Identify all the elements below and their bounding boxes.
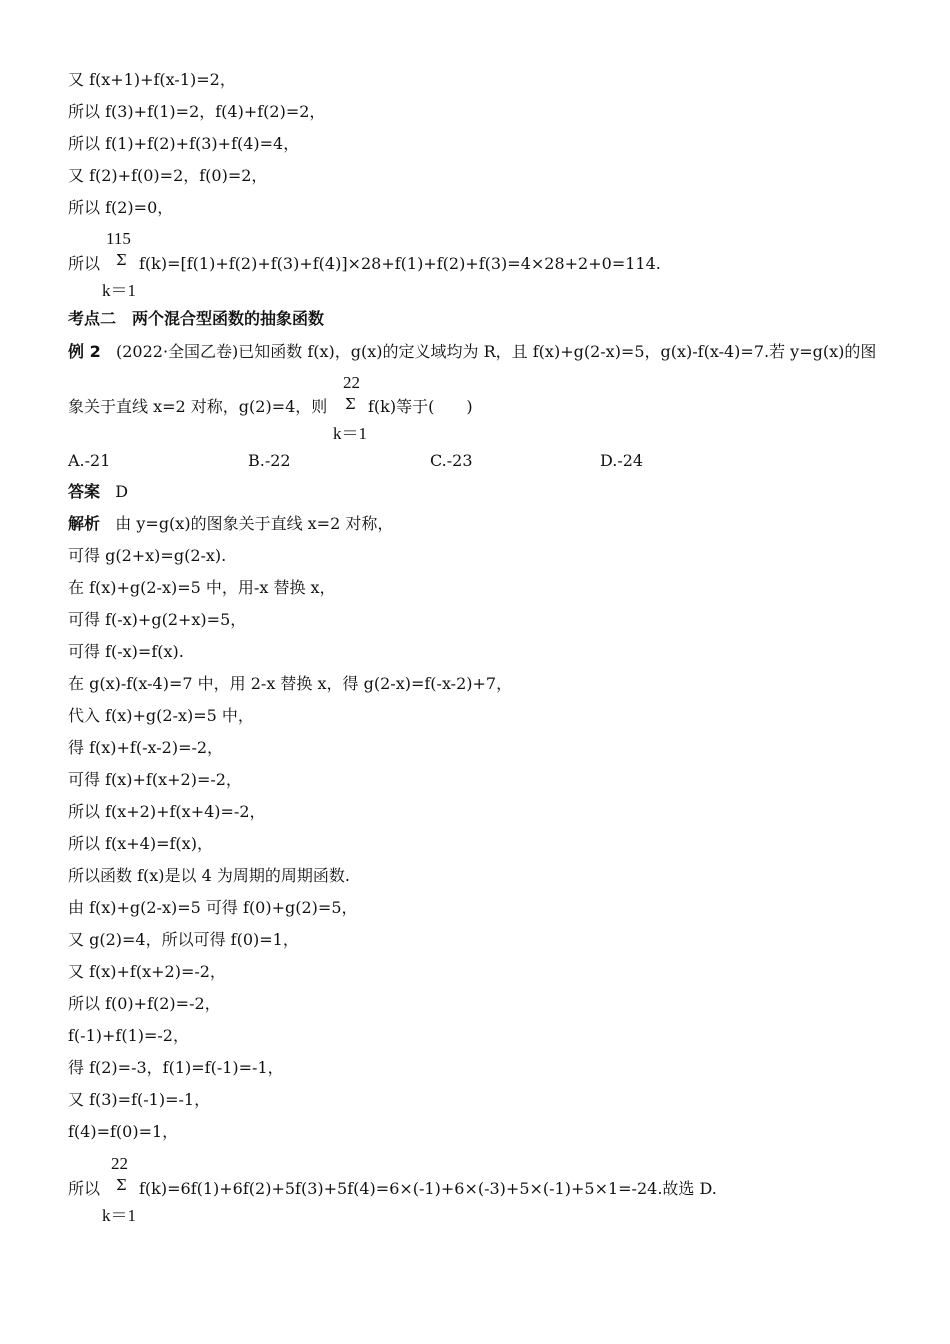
text-line: 又 f(2)+f(0)=2，f(0)=2， bbox=[68, 166, 268, 185]
analysis-line: 代入 f(x)+g(2-x)=5 中， bbox=[68, 706, 254, 725]
text-line: 所以 f(2)=0， bbox=[68, 198, 174, 217]
analysis-line: 所以 f(x+2)+f(x+4)=-2， bbox=[68, 802, 266, 821]
analysis-line bbox=[68, 514, 393, 534]
analysis-line: 所以 f(x+4)=f(x)， bbox=[68, 834, 213, 853]
sum-lower-limit: k＝1 bbox=[102, 1206, 136, 1225]
sigma-symbol: Σ bbox=[345, 395, 356, 413]
sum-lower-limit: k＝1 bbox=[102, 281, 136, 300]
analysis-line: 可得 g(2+x)=g(2-x). bbox=[68, 546, 227, 565]
analysis-line: 可得 f(x)+f(x+2)=-2， bbox=[68, 770, 242, 789]
analysis-line: 得 f(2)=-3，f(1)=f(-1)=-1， bbox=[68, 1058, 284, 1077]
answer-label: 答案 bbox=[68, 482, 101, 501]
option-a: A.-21 bbox=[68, 451, 111, 470]
option-d: D.-24 bbox=[600, 451, 644, 470]
analysis-line: 由 f(x)+g(2-x)=5 可得 f(0)+g(2)=5， bbox=[68, 898, 358, 917]
example-line-2-suffix: f(k)等于( ) bbox=[368, 397, 473, 416]
sum-expression: f(k)=[f(1)+f(2)+f(3)+f(4)]×28+f(1)+f(2)+f(3)=4×28+2+0=114. bbox=[139, 254, 661, 273]
analysis-line: f(4)=f(0)=1， bbox=[68, 1122, 179, 1141]
analysis-line: 可得 f(-x)=f(x). bbox=[68, 642, 184, 661]
sum-lower-limit: k＝1 bbox=[333, 424, 367, 443]
option-b: B.-22 bbox=[248, 451, 291, 470]
example-label: 例 2 bbox=[68, 342, 101, 361]
sigma-symbol: Σ bbox=[116, 1176, 127, 1194]
sum-prefix: 所以 bbox=[68, 1179, 101, 1198]
example-text: (2022·全国乙卷)已知函数 f(x)，g(x)的定义域均为 R，且 f(x)+g(2-x)=5，g(x)-f(x-4)=7.若 y=g(x)的图 bbox=[115, 342, 877, 361]
analysis-label: 解析 bbox=[68, 514, 101, 533]
sum-upper-limit: 115 bbox=[106, 229, 131, 248]
text-line: 所以 f(1)+f(2)+f(3)+f(4)=4， bbox=[68, 134, 300, 153]
analysis-line: 又 f(3)=f(-1)=-1， bbox=[68, 1090, 211, 1109]
section-title: 考点二 两个混合型函数的抽象函数 bbox=[68, 309, 325, 328]
sum-expression: f(k)=6f(1)+6f(2)+5f(3)+5f(4)=6×(-1)+6×(-3)+5×(-1)+5×1=-24.故选 D. bbox=[139, 1179, 717, 1198]
analysis-line: f(-1)+f(1)=-2， bbox=[68, 1026, 189, 1045]
option-c: C.-23 bbox=[430, 451, 473, 470]
answer-line bbox=[68, 482, 128, 502]
analysis-line: 在 f(x)+g(2-x)=5 中，用-x 替换 x， bbox=[68, 578, 336, 597]
analysis-line: 在 g(x)-f(x-4)=7 中，用 2-x 替换 x，得 g(2-x)=f(-x-2)+7， bbox=[68, 674, 513, 693]
sum-upper-limit: 22 bbox=[343, 373, 360, 392]
example-line-2: 象关于直线 x=2 对称，g(2)=4，则 bbox=[68, 397, 328, 416]
analysis-text: 由 y=g(x)的图象关于直线 x=2 对称， bbox=[115, 514, 394, 533]
analysis-line: 所以函数 f(x)是以 4 为周期的周期函数. bbox=[68, 866, 350, 885]
analysis-line: 又 g(2)=4，所以可得 f(0)=1， bbox=[68, 930, 299, 949]
sum-prefix: 所以 bbox=[68, 254, 101, 273]
analysis-line: 得 f(x)+f(-x-2)=-2， bbox=[68, 738, 224, 757]
analysis-line: 所以 f(0)+f(2)=-2， bbox=[68, 994, 221, 1013]
text-line: 所以 f(3)+f(1)=2，f(4)+f(2)=2， bbox=[68, 102, 326, 121]
example-line-1 bbox=[68, 342, 876, 362]
analysis-line: 又 f(x)+f(x+2)=-2， bbox=[68, 962, 226, 981]
analysis-line: 可得 f(-x)+g(2+x)=5， bbox=[68, 610, 247, 629]
sum-upper-limit: 22 bbox=[111, 1154, 128, 1173]
answer-value: D bbox=[115, 482, 129, 501]
sigma-symbol: Σ bbox=[116, 251, 127, 269]
text-line: 又 f(x+1)+f(x-1)=2， bbox=[68, 70, 236, 89]
